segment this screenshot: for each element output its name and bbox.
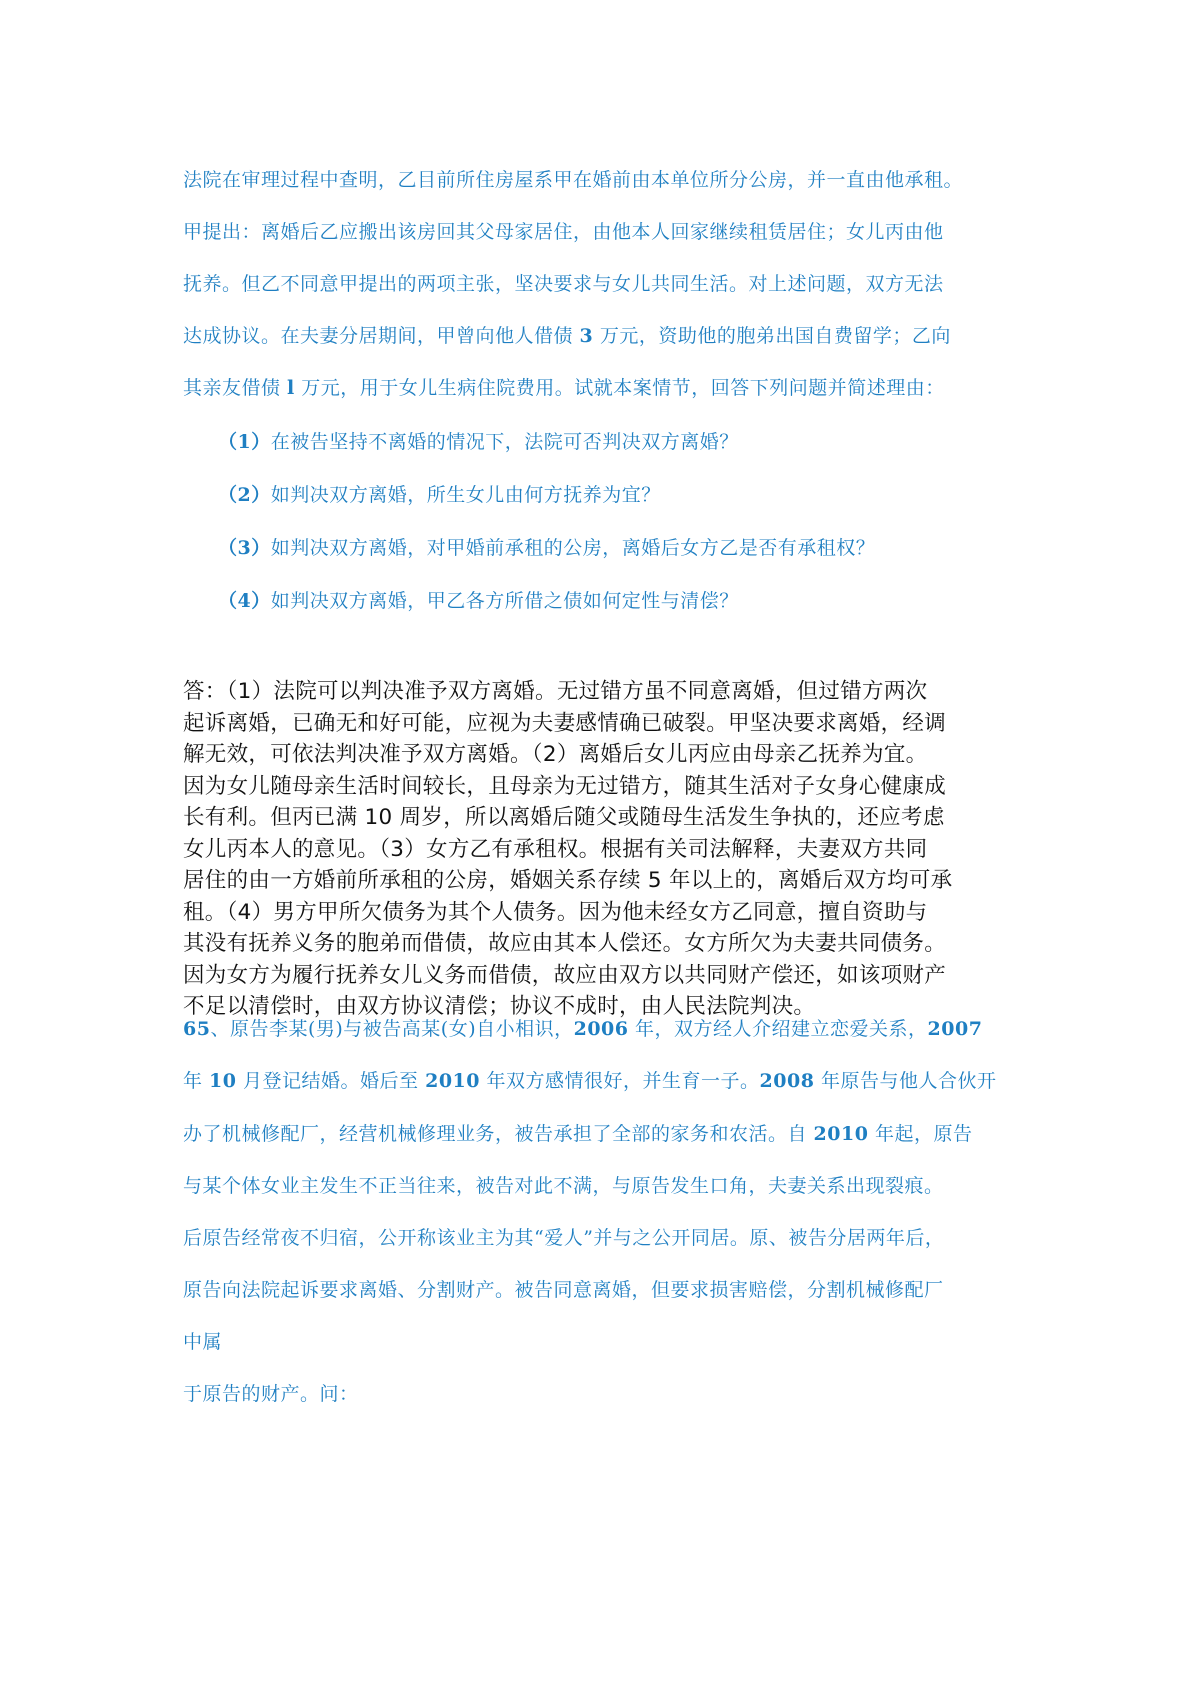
answer-line: 不足以清偿时，由双方协议清偿；协议不成时，由人民法院判决。 (183, 994, 816, 1019)
case65-line: 原告向法院起诉要求离婚、分割财产。被告同意离婚，但要求损害赔偿，分割机械修配厂 (183, 1279, 944, 1301)
intro-line: 甲提出：离婚后乙应搬出该房回其父母家居住，由他本人回家继续租赁居住；女儿丙由他 (183, 221, 944, 243)
question-1: （1）在被告坚持不离婚的情况下，法院可否判决双方离婚？ (218, 431, 739, 453)
case65-line: 于原告的财产。问： (183, 1383, 359, 1405)
case65-line: 年 10 月登记结婚。婚后至 2010 年双方感情很好，并生育一子。2008 年原告与他人合伙开 (183, 1070, 997, 1092)
case65-line: 后原告经常夜不归宿，公开称该业主为其“爱人”并与之公开同居。原、被告分居两年后， (183, 1227, 945, 1249)
answer-line: 解无效，可依法判决准予双方离婚。（2）离婚后女儿丙应由母亲乙抚养为宜。 (183, 742, 928, 767)
answer-line: 租。（4）男方甲所欠债务为其个人债务。因为他未经女方乙同意，擅自资助与 (183, 899, 928, 925)
answer-line: 因为女方为履行抚养女儿义务而借债，故应由双方以共同财产偿还，如该项财产 (183, 962, 947, 988)
answer-line: 答：（1）法院可以判决准予双方离婚。无过错方虽不同意离婚，但过错方两次 (183, 679, 928, 704)
answer-line: 起诉离婚，已确无和好可能，应视为夫妻感情确已破裂。甲坚决要求离婚，经调 (183, 710, 947, 736)
answer-line: 居住的由一方婚前所承租的公房，婚姻关系存续 5 年以上的，离婚后双方均可承 (183, 868, 953, 893)
question-2: （2）如判决双方离婚，所生女儿由何方抚养为宜？ (218, 484, 661, 506)
case65-line: 与某个体女业主发生不正当往来，被告对此不满，与原告发生口角，夫妻关系出现裂痕。 (183, 1175, 944, 1197)
case65-line: 办了机械修配厂，经营机械修理业务，被告承担了全部的家务和农活。自 2010 年起，原告 (183, 1123, 973, 1145)
answer-line: 因为女儿随母亲生活时间较长，且母亲为无过错方，随其生活对子女身心健康成 (183, 773, 947, 799)
question-4: （4）如判决双方离婚，甲乙各方所借之债如何定性与清偿？ (218, 590, 739, 612)
answer-block (183, 676, 1013, 1023)
case65-line: 65、原告李某(男)与被告高某(女)自小相识，2006 年，双方经人介绍建立恋爱关系，2007 (183, 1018, 983, 1040)
case65-line: 中属 (183, 1331, 223, 1353)
intro-line: 抚养。但乙不同意甲提出的两项主张，坚决要求与女儿共同生活。对上述问题，双方无法 (183, 273, 944, 295)
answer-line: 其没有抚养义务的胞弟而借债，故应由其本人偿还。女方所欠为夫妻共同债务。 (183, 931, 947, 956)
question-3: （3）如判决双方离婚，对甲婚前承租的公房，离婚后女方乙是否有承租权？ (218, 537, 876, 559)
intro-line: 其亲友借债 l 万元，用于女儿生病住院费用。试就本案情节，回答下列问题并简述理由： (183, 377, 945, 399)
intro-line: 法院在审理过程中查明，乙目前所住房屋系甲在婚前由本单位所分公房，并一直由他承租。 (183, 169, 964, 191)
answer-line: 女儿丙本人的意见。（3）女方乙有承租权。根据有关司法解释，夫妻双方共同 (183, 836, 928, 862)
intro-line: 达成协议。在夫妻分居期间，甲曾向他人借债 3 万元，资助他的胞弟出国自费留学；乙向 (183, 325, 951, 347)
answer-line: 长有利。但丙已满 10 周岁，所以离婚后随父或随母生活发生争执的，还应考虑 (183, 805, 945, 830)
